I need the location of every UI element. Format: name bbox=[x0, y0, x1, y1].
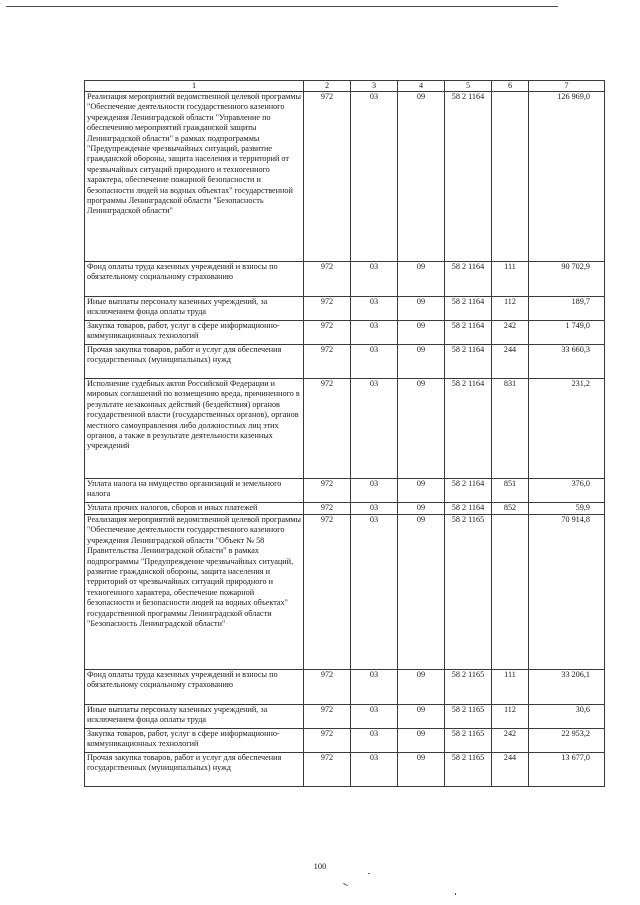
row-gr: 972 bbox=[304, 705, 351, 729]
table-row bbox=[85, 92, 605, 262]
table-row bbox=[85, 321, 605, 345]
row-rz: 03 bbox=[351, 321, 398, 345]
row-rz: 03 bbox=[351, 729, 398, 753]
row-description: Закупка товаров, работ, услуг в сфере информационно-коммуникационных технологий bbox=[85, 729, 304, 753]
row-description: Закупка товаров, работ, услуг в сфере информационно-коммуникационных технологий bbox=[85, 321, 304, 345]
table-row bbox=[85, 345, 605, 379]
row-description: Прочая закупка товаров, работ и услуг для обеспечения государственных (муниципальных) нужд bbox=[85, 345, 304, 379]
row-csr: 58 2 1164 bbox=[445, 297, 492, 321]
row-gr: 972 bbox=[304, 670, 351, 705]
row-gr: 972 bbox=[304, 503, 351, 515]
row-vr: 112 bbox=[492, 705, 529, 729]
table-row bbox=[85, 705, 605, 729]
row-pr: 09 bbox=[398, 705, 445, 729]
row-pr: 09 bbox=[398, 345, 445, 379]
row-sum: 13 677,0 bbox=[529, 753, 605, 787]
row-vr: 831 bbox=[492, 379, 529, 479]
row-gr: 972 bbox=[304, 479, 351, 503]
row-sum: 59,9 bbox=[529, 503, 605, 515]
table-row bbox=[85, 753, 605, 787]
row-sum: 189,7 bbox=[529, 297, 605, 321]
row-sum: 70 914,8 bbox=[529, 515, 605, 670]
row-rz: 03 bbox=[351, 670, 398, 705]
row-sum: 22 953,2 bbox=[529, 729, 605, 753]
row-sum: 33 660,3 bbox=[529, 345, 605, 379]
row-csr: 58 2 1164 bbox=[445, 321, 492, 345]
row-vr: 852 bbox=[492, 503, 529, 515]
row-vr: 112 bbox=[492, 297, 529, 321]
row-sum: 231,2 bbox=[529, 379, 605, 479]
row-csr: 58 2 1164 bbox=[445, 503, 492, 515]
row-sum: 30,6 bbox=[529, 705, 605, 729]
row-pr: 09 bbox=[398, 321, 445, 345]
scan-speck bbox=[343, 883, 348, 886]
row-rz: 03 bbox=[351, 262, 398, 297]
row-csr: 58 2 1164 bbox=[445, 379, 492, 479]
table-row bbox=[85, 503, 605, 515]
row-pr: 09 bbox=[398, 297, 445, 321]
row-vr: 244 bbox=[492, 345, 529, 379]
table-row bbox=[85, 379, 605, 479]
row-rz: 03 bbox=[351, 515, 398, 670]
row-sum: 126 969,0 bbox=[529, 92, 605, 262]
row-rz: 03 bbox=[351, 92, 398, 262]
scan-speck bbox=[455, 893, 456, 895]
header-col-3: 3 bbox=[351, 81, 398, 92]
row-rz: 03 bbox=[351, 503, 398, 515]
row-gr: 972 bbox=[304, 515, 351, 670]
row-pr: 09 bbox=[398, 479, 445, 503]
row-csr: 58 2 1164 bbox=[445, 479, 492, 503]
row-gr: 972 bbox=[304, 729, 351, 753]
row-pr: 09 bbox=[398, 753, 445, 787]
row-csr: 58 2 1165 bbox=[445, 515, 492, 670]
row-vr bbox=[492, 515, 529, 670]
row-csr: 58 2 1164 bbox=[445, 345, 492, 379]
row-csr: 58 2 1164 bbox=[445, 92, 492, 262]
header-row bbox=[85, 81, 605, 92]
row-gr: 972 bbox=[304, 753, 351, 787]
row-description: Фонд оплаты труда казенных учреждений и взносы по обязательному социальному страхованию bbox=[85, 262, 304, 297]
row-description: Уплата прочих налогов, сборов и иных платежей bbox=[85, 503, 304, 515]
row-description: Иные выплаты персоналу казенных учреждений, за исключением фонда оплаты труда bbox=[85, 705, 304, 729]
header-col-4: 4 bbox=[398, 81, 445, 92]
table-row bbox=[85, 515, 605, 670]
header-col-7: 7 bbox=[529, 81, 605, 92]
row-rz: 03 bbox=[351, 345, 398, 379]
page-number: 100 bbox=[313, 861, 327, 871]
row-description: Реализация мероприятий ведомственной целевой программы "Обеспечение деятельности государственного казенного учреждения Ленинградской области "Управление по обеспечению мероприятий гражданской защиты Ленинградской области" в рамках подпрограммы "Предупреждение чрезвычайных ситуаций, развитие гражданской обороны, защита населения и территорий от чрезвычайных ситуаций природного и техногенного характера, обеспечение пожарной безопасности и безопасности людей на водных объектах" государственной программы Ленинградской области "Безопасность Ленинградской области" bbox=[85, 92, 304, 262]
row-pr: 09 bbox=[398, 92, 445, 262]
row-rz: 03 bbox=[351, 479, 398, 503]
row-description: Фонд оплаты труда казенных учреждений и взносы по обязательному социальному страхованию bbox=[85, 670, 304, 705]
row-csr: 58 2 1164 bbox=[445, 262, 492, 297]
table-row bbox=[85, 297, 605, 321]
row-pr: 09 bbox=[398, 379, 445, 479]
row-rz: 03 bbox=[351, 379, 398, 479]
row-pr: 09 bbox=[398, 729, 445, 753]
table-row bbox=[85, 670, 605, 705]
row-rz: 03 bbox=[351, 297, 398, 321]
table-row bbox=[85, 479, 605, 503]
header-col-5: 5 bbox=[445, 81, 492, 92]
row-description: Уплата налога на имущество организаций и земельного налога bbox=[85, 479, 304, 503]
row-vr: 111 bbox=[492, 670, 529, 705]
row-description: Реализация мероприятий ведомственной целевой программы "Обеспечение деятельности государственного казенного учреждения Ленинградской области "Объект № 58 Правительства Ленинградской области" в рамках подпрограммы "Предупреждение чрезвычайных ситуаций, развитие гражданской обороны, защита населения и территорий от чрезвычайных ситуаций природного и техногенного характера, обеспечение пожарной безопасности и безопасности людей на водных объектах" государственной программы Ленинградской области "Безопасность Ленинградской области" bbox=[85, 515, 304, 670]
row-description: Иные выплаты персоналу казенных учреждений, за исключением фонда оплаты труда bbox=[85, 297, 304, 321]
row-sum: 1 749,0 bbox=[529, 321, 605, 345]
row-description: Исполнение судебных актов Российской Федерации и мировых соглашений по возмещению вреда, причиненного в результате незаконных действий (бездействия) органов государственной власти (государственных органов), органов местного самоуправления либо должностных лиц этих органов, а также в результате деятельности казенных учреждений bbox=[85, 379, 304, 479]
table-row bbox=[85, 262, 605, 297]
row-vr: 242 bbox=[492, 321, 529, 345]
row-gr: 972 bbox=[304, 297, 351, 321]
row-vr: 244 bbox=[492, 753, 529, 787]
row-gr: 972 bbox=[304, 92, 351, 262]
header-col-6: 6 bbox=[492, 81, 529, 92]
header-col-1: 1 bbox=[85, 81, 304, 92]
row-rz: 03 bbox=[351, 705, 398, 729]
budget-table bbox=[84, 80, 605, 787]
header-col-2: 2 bbox=[304, 81, 351, 92]
row-vr: 242 bbox=[492, 729, 529, 753]
row-sum: 33 206,1 bbox=[529, 670, 605, 705]
row-rz: 03 bbox=[351, 753, 398, 787]
row-pr: 09 bbox=[398, 503, 445, 515]
row-vr bbox=[492, 92, 529, 262]
top-rule bbox=[6, 6, 558, 7]
row-sum: 376,0 bbox=[529, 479, 605, 503]
row-pr: 09 bbox=[398, 262, 445, 297]
row-description: Прочая закупка товаров, работ и услуг для обеспечения государственных (муниципальных) нужд bbox=[85, 753, 304, 787]
scan-speck bbox=[368, 873, 370, 874]
table-row bbox=[85, 729, 605, 753]
row-gr: 972 bbox=[304, 262, 351, 297]
row-vr: 111 bbox=[492, 262, 529, 297]
row-csr: 58 2 1165 bbox=[445, 729, 492, 753]
row-pr: 09 bbox=[398, 515, 445, 670]
row-csr: 58 2 1165 bbox=[445, 670, 492, 705]
row-vr: 851 bbox=[492, 479, 529, 503]
row-gr: 972 bbox=[304, 345, 351, 379]
row-csr: 58 2 1165 bbox=[445, 753, 492, 787]
row-sum: 90 702,9 bbox=[529, 262, 605, 297]
row-gr: 972 bbox=[304, 379, 351, 479]
row-gr: 972 bbox=[304, 321, 351, 345]
row-csr: 58 2 1165 bbox=[445, 705, 492, 729]
row-pr: 09 bbox=[398, 670, 445, 705]
